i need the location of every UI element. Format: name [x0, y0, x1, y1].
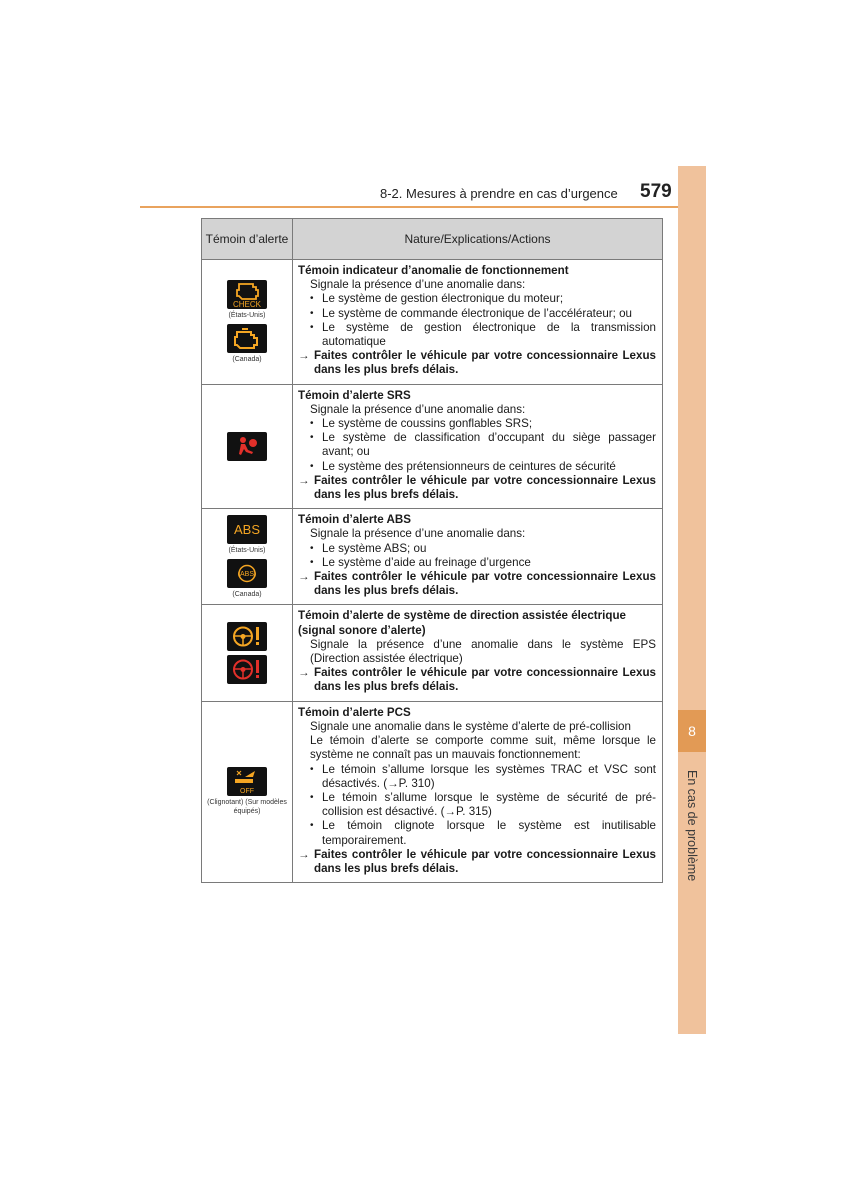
col-header-indicator: Témoin d’alerte	[202, 219, 293, 260]
list-item: • Le système de gestion électronique de la transmission automatique	[310, 320, 656, 349]
row-title: Témoin indicateur d’anomalie de fonctionnement	[298, 264, 569, 277]
list-item: • Le système des prétensionneurs de ceintures de sécurité	[310, 459, 616, 473]
icon-caption: (Canada)	[232, 590, 262, 598]
table-row	[202, 701, 663, 882]
action-text: → Faites contrôler le véhicule par votre concessionnaire Lexus dans les plus brefs délais.	[298, 666, 656, 694]
description-cell	[293, 701, 663, 882]
pcs-off-icon	[227, 767, 267, 796]
table-row	[202, 384, 663, 509]
table-row	[202, 605, 663, 701]
row-title: Témoin d’alerte de système de direction assistée électrique (signal sonore d’alerte)	[298, 609, 626, 637]
engine-icon	[227, 324, 267, 353]
side-tab	[678, 166, 706, 1034]
row-title: Témoin d’alerte PCS	[298, 705, 411, 719]
action-text: → Faites contrôler le véhicule par votre concessionnaire Lexus dans les plus brefs délais.	[298, 473, 656, 502]
row-text: Signale la présence d’une anomalie dans:	[310, 278, 526, 292]
action-text: → Faites contrôler le véhicule par votre concessionnaire Lexus dans les plus brefs délais.	[298, 349, 656, 377]
list-item: • Le système ABS; ou	[310, 541, 427, 555]
indicator-cell	[202, 509, 293, 605]
icon-caption: (Canada)	[232, 355, 262, 363]
arrow-icon: →	[298, 847, 310, 861]
table-row	[202, 509, 663, 605]
eps-red-icon	[227, 655, 267, 684]
list-item: • Le système de commande électronique de l’accélérateur; ou	[310, 306, 632, 320]
list-item: • Le système de coussins gonflables SRS;	[310, 417, 533, 431]
chapter-label: En cas de problème	[685, 770, 699, 882]
list-item: • Le système d’aide au freinage d’urgence	[310, 555, 531, 569]
table-row	[202, 260, 663, 385]
abs-text-icon	[227, 515, 267, 544]
abs-label: ABS	[233, 521, 261, 537]
indicator-cell	[202, 260, 293, 385]
srs-airbag-icon	[227, 432, 267, 461]
action-text: → Faites contrôler le véhicule par votre concessionnaire Lexus dans les plus brefs délais.	[298, 570, 656, 598]
row-text: Le témoin d’alerte se comporte comme suit, même lorsque le système ne connaît pas un mauvais fonctionnement:	[310, 734, 656, 762]
indicator-cell	[202, 701, 293, 882]
abs-circle-icon	[227, 559, 267, 588]
arrow-icon: →	[298, 570, 310, 584]
check-label: CHECK	[232, 299, 262, 309]
icon-caption: (Clignotant) (Sur modèles équipés)	[207, 799, 287, 816]
list-item: • Le système de classification d’occupant du siège passager avant; ou	[310, 431, 656, 459]
list-item: • Le témoin s’allume lorsque le système de sécurité de pré-collision est désactivé. (→P. 315)	[310, 790, 656, 819]
list-item: • Le témoin s’allume lorsque les systèmes TRAC et VSC sont désactivés. (→P. 310)	[310, 762, 656, 790]
row-text: Signale une anomalie dans le système d’alerte de pré-collision	[310, 719, 631, 733]
chapter-number: 8	[678, 710, 706, 752]
header-rule	[140, 206, 706, 208]
warning-table	[201, 218, 663, 883]
row-text: Signale la présence d’une anomalie dans:	[310, 402, 526, 416]
arrow-icon: →	[298, 349, 310, 363]
description-cell	[293, 384, 663, 509]
indicator-cell	[202, 605, 293, 701]
table-header-row	[202, 219, 663, 260]
row-text: Signale la présence d’une anomalie dans le système EPS (Direction assistée électrique)	[310, 637, 656, 666]
pcs-off-label: OFF	[240, 788, 254, 796]
row-title: Témoin d’alerte SRS	[298, 388, 411, 402]
indicator-cell	[202, 384, 293, 509]
arrow-icon: →	[298, 473, 310, 487]
description-cell	[293, 509, 663, 605]
icon-caption: (États-Unis)	[228, 311, 266, 319]
col-header-description: Nature/Explications/Actions	[293, 219, 663, 260]
eps-yellow-icon	[227, 622, 267, 651]
list-item: • Le système de gestion électronique du moteur;	[310, 292, 564, 306]
section-title: 8-2. Mesures à prendre en cas d’urgence	[380, 186, 618, 201]
list-item: • Le témoin clignote lorsque le système est inutilisable temporairement.	[310, 819, 656, 847]
description-cell	[293, 605, 663, 701]
abs-circle-label: (ABS)	[237, 570, 257, 578]
row-text: Signale la présence d’une anomalie dans:	[310, 527, 526, 541]
action-text: → Faites contrôler le véhicule par votre concessionnaire Lexus dans les plus brefs délais.	[298, 847, 656, 875]
check-engine-icon	[227, 280, 267, 309]
page-number: 579	[640, 181, 672, 202]
icon-caption: (États-Unis)	[228, 546, 266, 554]
row-title: Témoin d’alerte ABS	[298, 513, 411, 527]
description-cell	[293, 260, 663, 385]
arrow-icon: →	[298, 666, 310, 680]
